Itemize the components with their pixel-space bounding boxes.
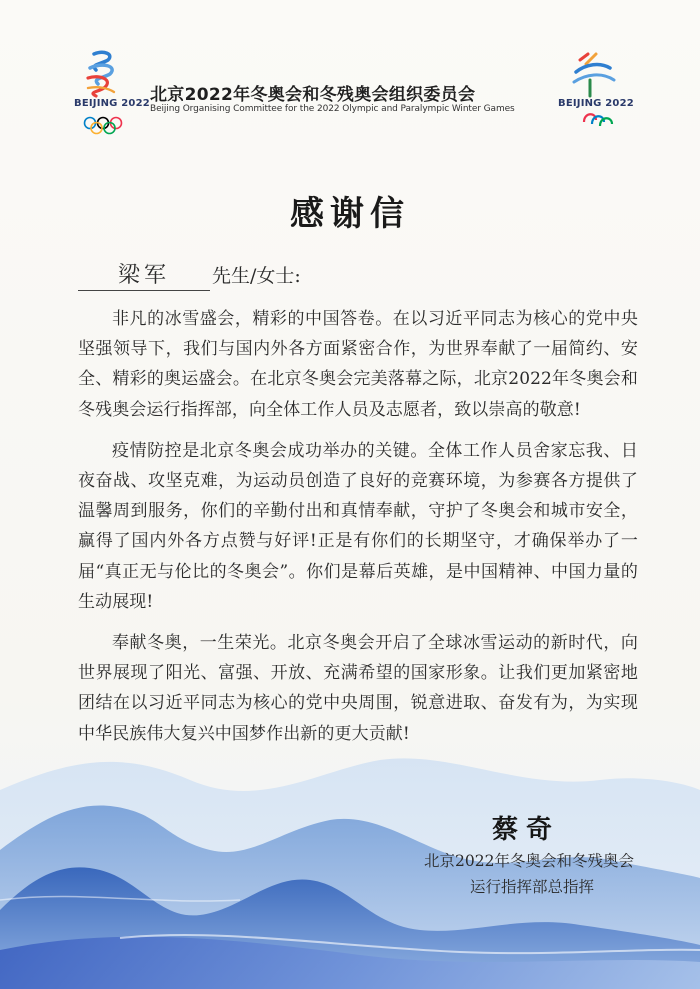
signature-position: 运行指挥部总指挥 [470,878,595,896]
organizer-name-chinese: 北京2022年冬奥会和冬残奥会组织委员会 [150,85,476,105]
signature-organization: 北京2022年冬奥会和冬残奥会 [424,852,634,870]
left-emblem-text: BEIJING 2022 [74,98,150,109]
beijing-2022-paralympic-emblem [556,50,634,136]
letter-title: 感谢信 [290,194,410,234]
body-paragraph-3: 奉献冬奥，一生荣光。北京冬奥会开启了全球冰雪运动的新时代，向世界展现了阳光、富强、开放、充满希望的国家形象。让我们更加紧密地团结在以习近平同志为核心的党中央周围，锐意进取、奋发有为，为实现中华民族伟大复兴中国梦作出新的更大贡献! [78,633,638,744]
beijing-2022-olympic-emblem [74,48,140,136]
body-paragraph-1: 非凡的冰雪盛会，精彩的中国答卷。在以习近平同志为核心的党中央坚强领导下，我们与国内外各方面紧密合作，为世界奉献了一届简约、安全、精彩的奥运盛会。在北京冬奥会完美落幕之际，北京2022年冬奥会和冬残奥会运行指挥部，向全体工作人员及志愿者，致以崇高的敬意! [78,309,638,420]
organizer-name-english: Beijing Organising Committee for the 2022 Olympic and Paralympic Winter Games [150,104,515,114]
body-paragraph-2: 疫情防控是北京冬奥会成功举办的关键。全体工作人员舍家忘我、日夜奋战、攻坚克难，为运动员创造了良好的竞赛环境，为参赛各方提供了温馨周到服务，你们的辛勤付出和真情奉献，守护了冬奥会和城市安全，赢得了国内外各方点赞与好评!正是有你们的长期坚守，才确保举办了一届“真正无与伦比的冬奥会”。你们是幕后英雄，是中国精神、中国力量的生动展现! [78,440,638,612]
salutation [78,258,301,288]
letter-body [78,304,638,760]
right-emblem-text: BEIJING 2022 [558,98,634,109]
recipient-name: 梁军 [78,258,210,291]
signature-name: 蔡奇 [492,815,561,845]
salutation-suffix: 先生/女士: [212,265,301,287]
